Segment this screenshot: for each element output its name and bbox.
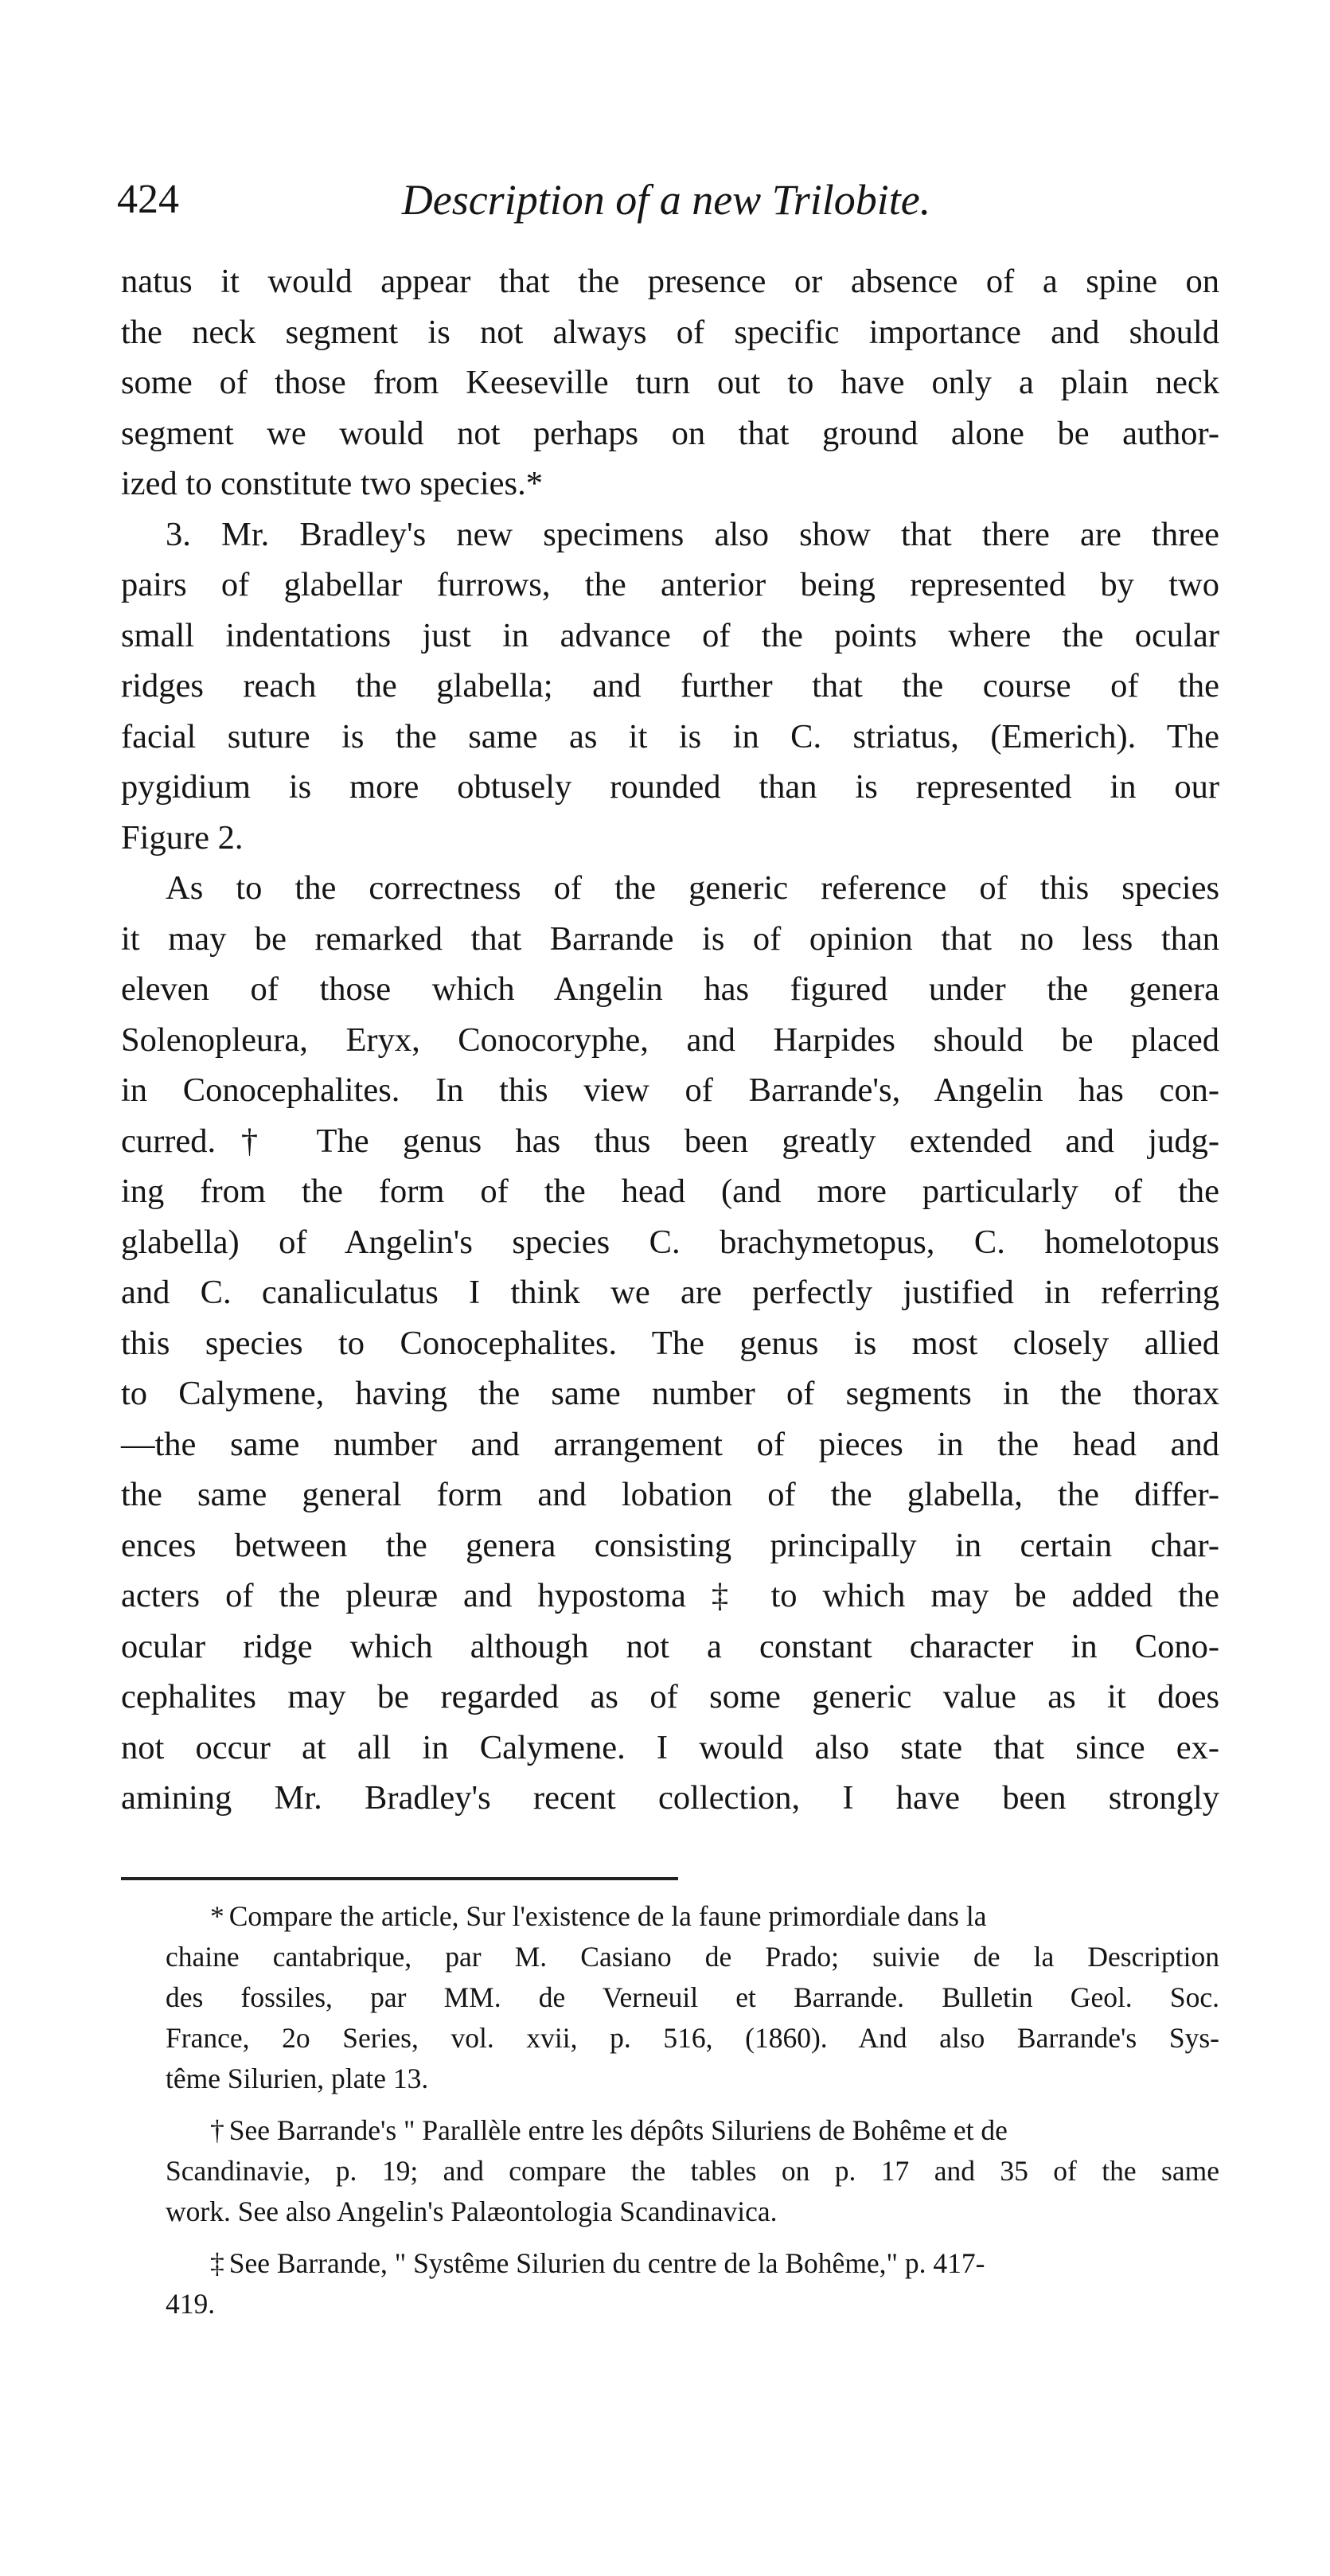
text-line: small indentations just in advance of the points where the ocular <box>121 616 1219 654</box>
text-line: natus it would appear that the presence or absence of a spine on <box>121 263 1219 300</box>
text-line: pairs of glabellar furrows, the anterior being represented by two <box>121 566 1219 603</box>
text-line: in Conocephalites. In this view of Barrande's, Angelin has con- <box>121 1071 1219 1109</box>
text-line: some of those from Keeseville turn out to have only a plain neck <box>121 364 1219 401</box>
footnotes <box>121 1896 1219 2324</box>
text-line: acters of the pleuræ and hypostoma ‡ to which may be added the <box>121 1577 1219 1614</box>
body-text <box>121 256 1219 1824</box>
text-line: cephalites may be regarded as of some generic value as it does <box>121 1678 1219 1715</box>
footnote-line: Compare the article, Sur l'existence de la faune primordiale dans la <box>228 1900 987 1932</box>
text-line: and C. canaliculatus I think we are perfectly justified in referring <box>121 1274 1219 1311</box>
footnote-marker: ‡ <box>210 2247 224 2279</box>
page-number: 424 <box>117 177 179 222</box>
text-line: As to the correctness of the generic reference of this species <box>166 869 1219 907</box>
footnote-line: See Barrande's " Parallèle entre les dépôts Siluriens de Bohême et de <box>228 2114 1008 2146</box>
text-line: ences between the genera consisting principally in certain char- <box>121 1526 1219 1564</box>
footnote-line: chaine cantabrique, par M. Casiano de Prado; suivie de la Description <box>166 1941 1219 1973</box>
text-line: Figure 2. <box>121 818 244 857</box>
text-line: ized to constitute two species.* <box>121 465 543 502</box>
text-line: the same general form and lobation of the glabella, the differ- <box>121 1476 1219 1513</box>
footnote-marker: * <box>210 1900 224 1932</box>
text-line: ing from the form of the head (and more particularly of the <box>121 1173 1219 1210</box>
footnote-line: work. See also Angelin's Palæontologia Scandinavica. <box>166 2195 778 2227</box>
paragraph-1 <box>121 256 1219 509</box>
footnote-1 <box>121 1896 1219 2099</box>
text-line: amining Mr. Bradley's recent collection, I have been strongly <box>121 1779 1219 1817</box>
text-line: this species to Conocephalites. The genus is most closely allied <box>121 1324 1219 1362</box>
footnote-line: des fossiles, par MM. de Verneuil et Barrande. Bulletin Geol. Soc. <box>166 1981 1219 2013</box>
footnote-line: See Barrande, " Systême Silurien du centre de la Bohême," p. 417- <box>228 2247 985 2279</box>
text-line: ridges reach the glabella; and further that the course of the <box>121 667 1219 704</box>
text-line: eleven of those which Angelin has figured under the genera <box>121 970 1219 1008</box>
text-line: curred.† The genus has thus been greatly extended and judg- <box>121 1122 1219 1160</box>
text-line: not occur at all in Calymene. I would also state that since ex- <box>121 1728 1219 1766</box>
footnote-rule <box>121 1877 678 1880</box>
footnote-2 <box>121 2110 1219 2232</box>
footnote-line: 419. <box>166 2288 216 2320</box>
footnote-marker: † <box>210 2114 224 2146</box>
page-header <box>117 164 1215 236</box>
text-line: to Calymene, having the same number of segments in the thorax <box>121 1375 1219 1412</box>
text-line: facial suture is the same as it is in C. striatus, (Emerich). The <box>121 717 1219 755</box>
text-line: the neck segment is not always of specific importance and should <box>121 313 1219 351</box>
text-line: Solenopleura, Eryx, Conocoryphe, and Harpides should be placed <box>121 1021 1219 1059</box>
paragraph-3 <box>121 863 1219 1824</box>
footnote-line: France, 2o Series, vol. xvii, p. 516, (1860). And also Barrande's Sys- <box>166 2022 1219 2054</box>
text-line: 3. Mr. Bradley's new specimens also show that there are three <box>166 515 1219 553</box>
footnote-line: Scandinavie, p. 19; and compare the tables on p. 17 and 35 of the same <box>166 2155 1219 2187</box>
text-line: —the same number and arrangement of pieces in the head and <box>121 1425 1219 1463</box>
text-line: pygidium is more obtusely rounded than is represented in our <box>121 768 1219 806</box>
running-title: Description of a new Trilobite. <box>401 176 931 224</box>
footnote-3 <box>121 2243 1219 2324</box>
text-line: it may be remarked that Barrande is of opinion that no less than <box>121 919 1219 958</box>
paragraph-2 <box>121 509 1219 864</box>
text-line: ocular ridge which although not a constant character in Cono- <box>121 1627 1219 1665</box>
text-line: glabella) of Angelin's species C. brachymetopus, C. homelotopus <box>121 1223 1219 1261</box>
text-line: segment we would not perhaps on that ground alone be author- <box>121 414 1219 452</box>
footnote-line: tême Silurien, plate 13. <box>166 2063 429 2094</box>
